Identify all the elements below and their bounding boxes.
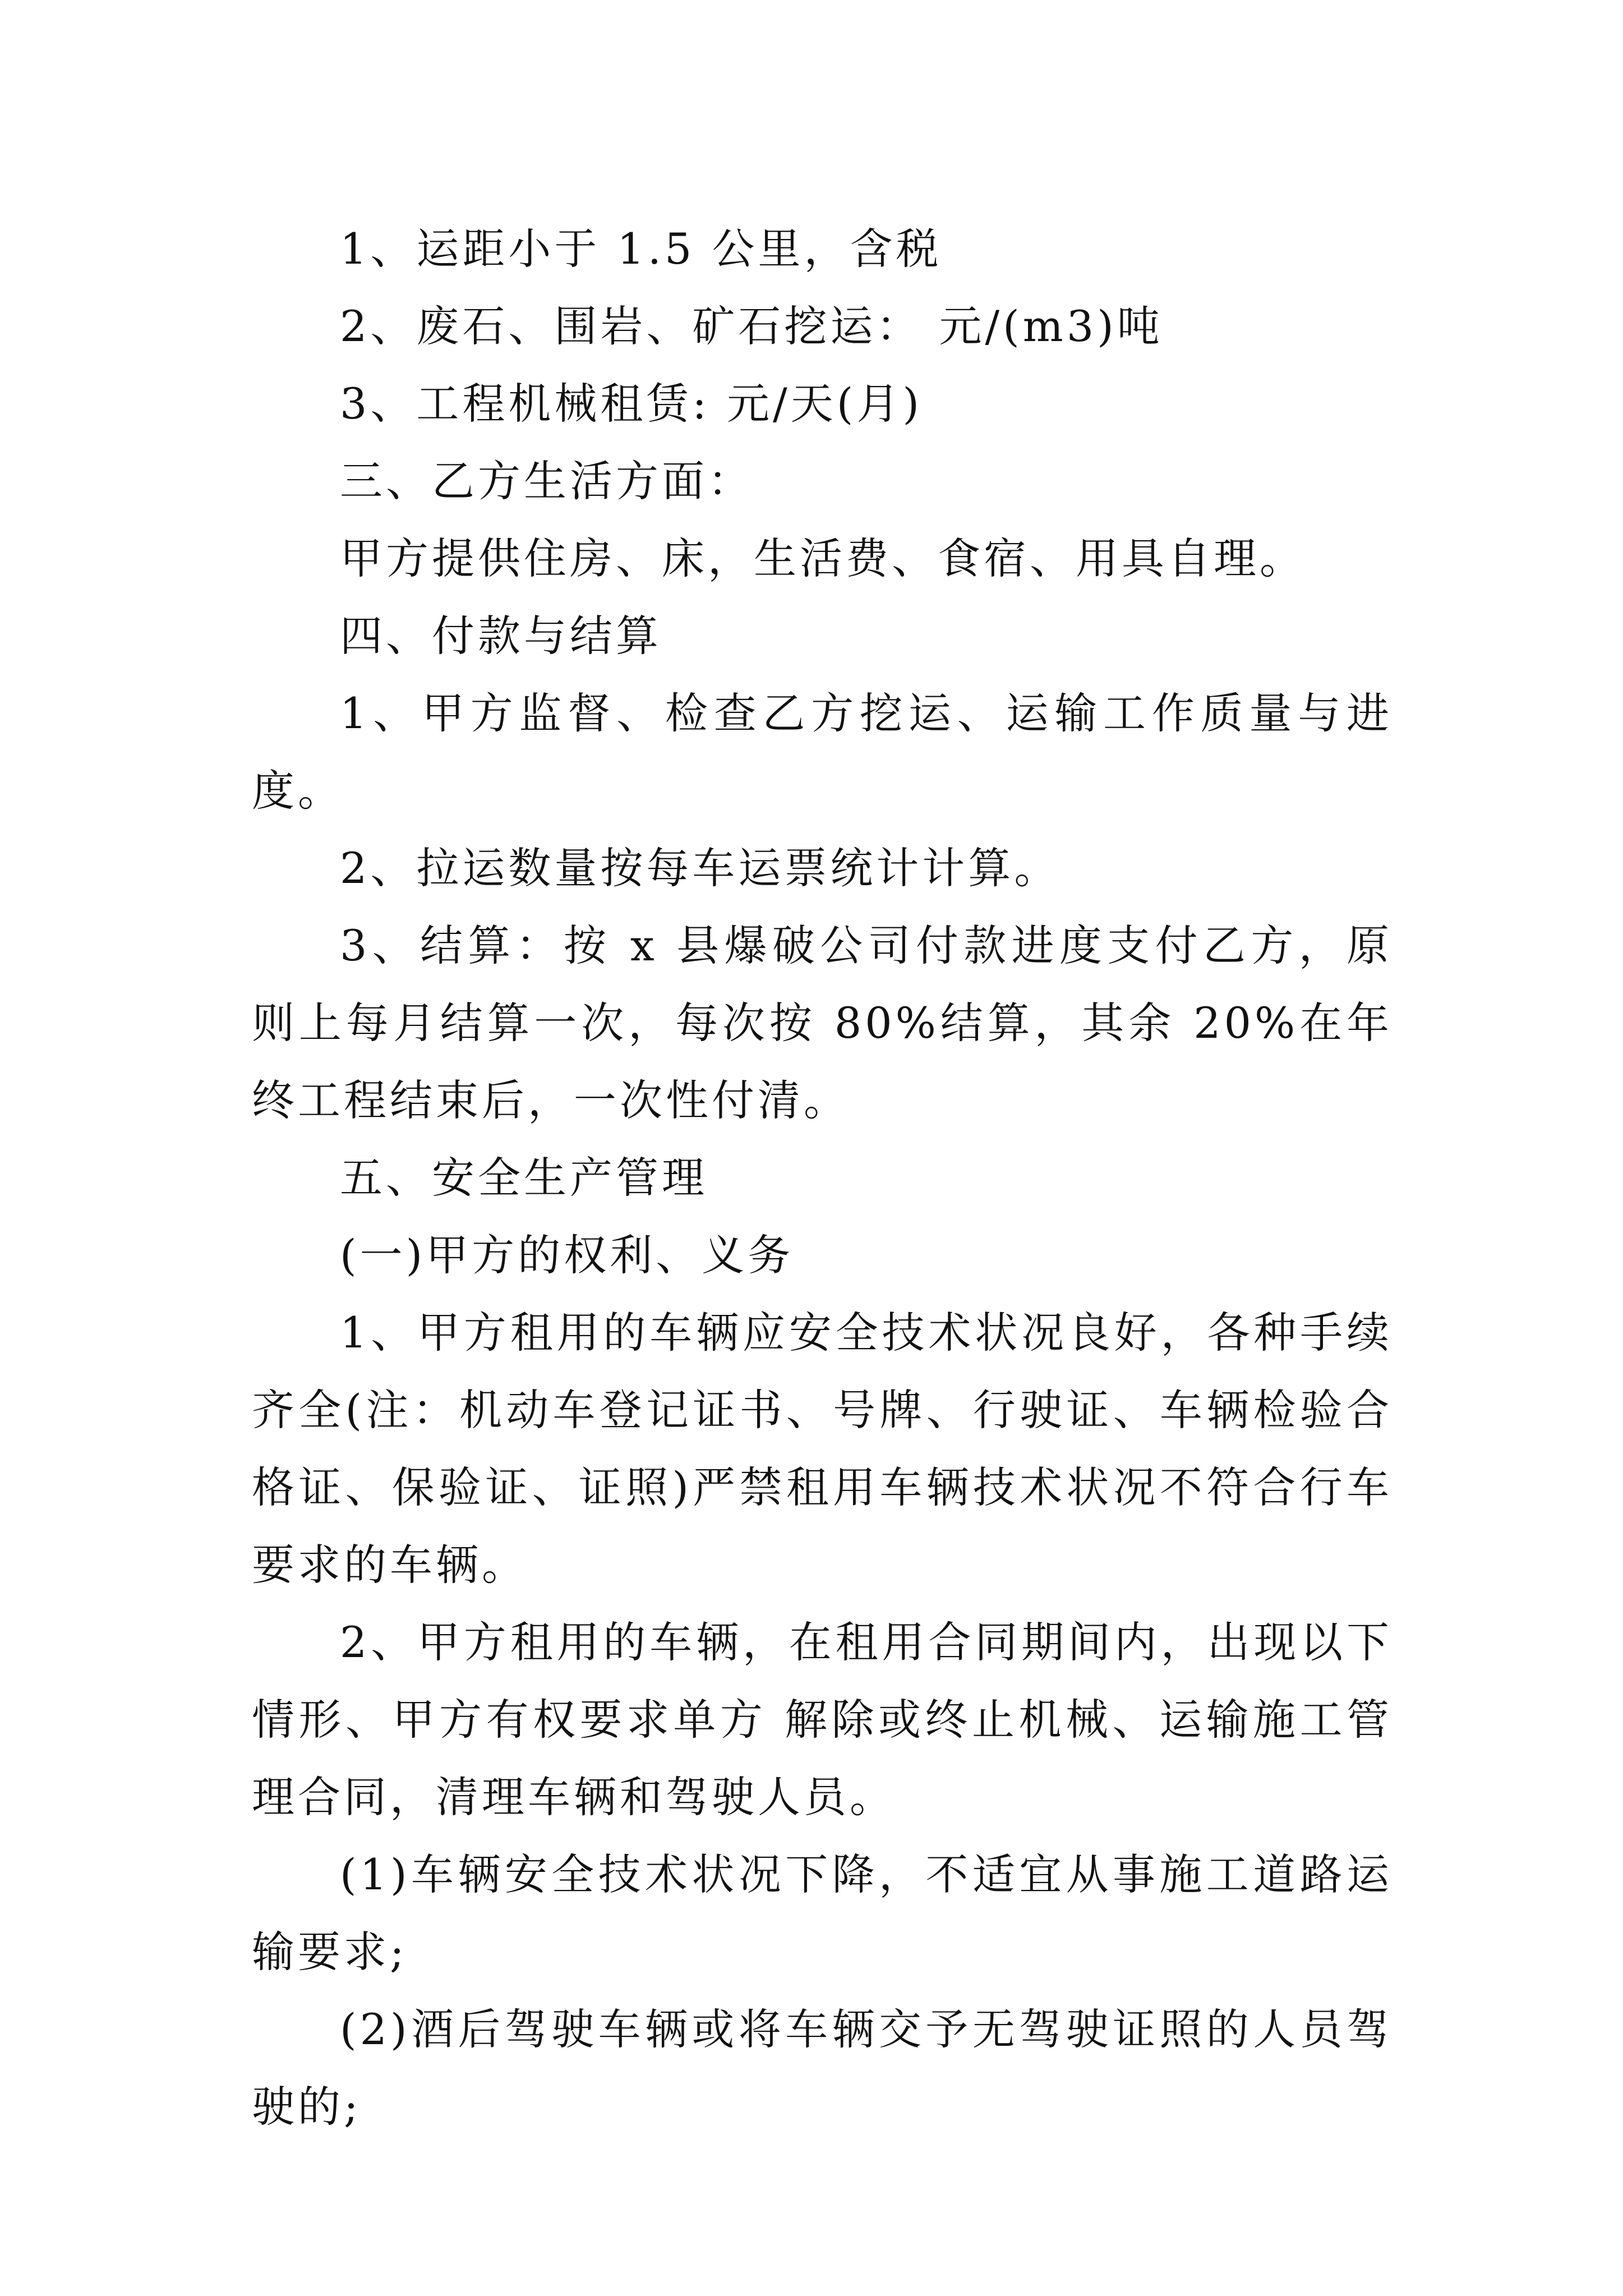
section-heading: 五、安全生产管理	[340, 1153, 708, 1203]
paragraph: (1)车辆安全技术状况下降，不适宜从事施工道路运输要求;	[252, 1849, 1393, 1977]
paragraph: 甲方提供住房、床，生活费、食宿、用具自理。	[340, 533, 1306, 583]
paragraph: 3、工程机械租赁: 元/天(月)	[340, 379, 923, 429]
subsection-heading: (一)甲方的权利、义务	[340, 1230, 794, 1280]
paragraph: 2、甲方租用的车辆，在租用合同期间内，出现以下情形、甲方有权要求单方 解除或终止机械、运输施工管理合同，清理车辆和驾驶人员。	[252, 1617, 1393, 1822]
paragraph: 2、拉运数量按每车运票统计计算。	[340, 843, 1061, 893]
paragraph: 1、运距小于 1.5 公里，含税	[340, 224, 942, 274]
section-heading: 三、乙方生活方面：	[340, 456, 754, 506]
section-heading: 四、付款与结算	[340, 611, 662, 661]
document-body	[252, 210, 1393, 2146]
paragraph: (2)酒后驾驶车辆或将车辆交予无驾驶证照的人员驾驶的;	[252, 2004, 1393, 2132]
paragraph: 3、结算：按 x 县爆破公司付款进度支付乙方，原则上每月结算一次，每次按 80%结算，其余 20%在年终工程结束后，一次性付清。	[252, 921, 1393, 1125]
paragraph: 1、甲方监督、检查乙方挖运、运输工作质量与进度。	[252, 688, 1393, 816]
paragraph: 2、废石、围岩、矿石挖运： 元/(m3)吨	[340, 301, 1163, 351]
paragraph: 1、甲方租用的车辆应安全技术状况良好，各种手续齐全(注：机动车登记证书、号牌、行驶证、车辆检验合格证、保验证、证照)严禁租用车辆技术状况不符合行车要求的车辆。	[252, 1308, 1393, 1590]
